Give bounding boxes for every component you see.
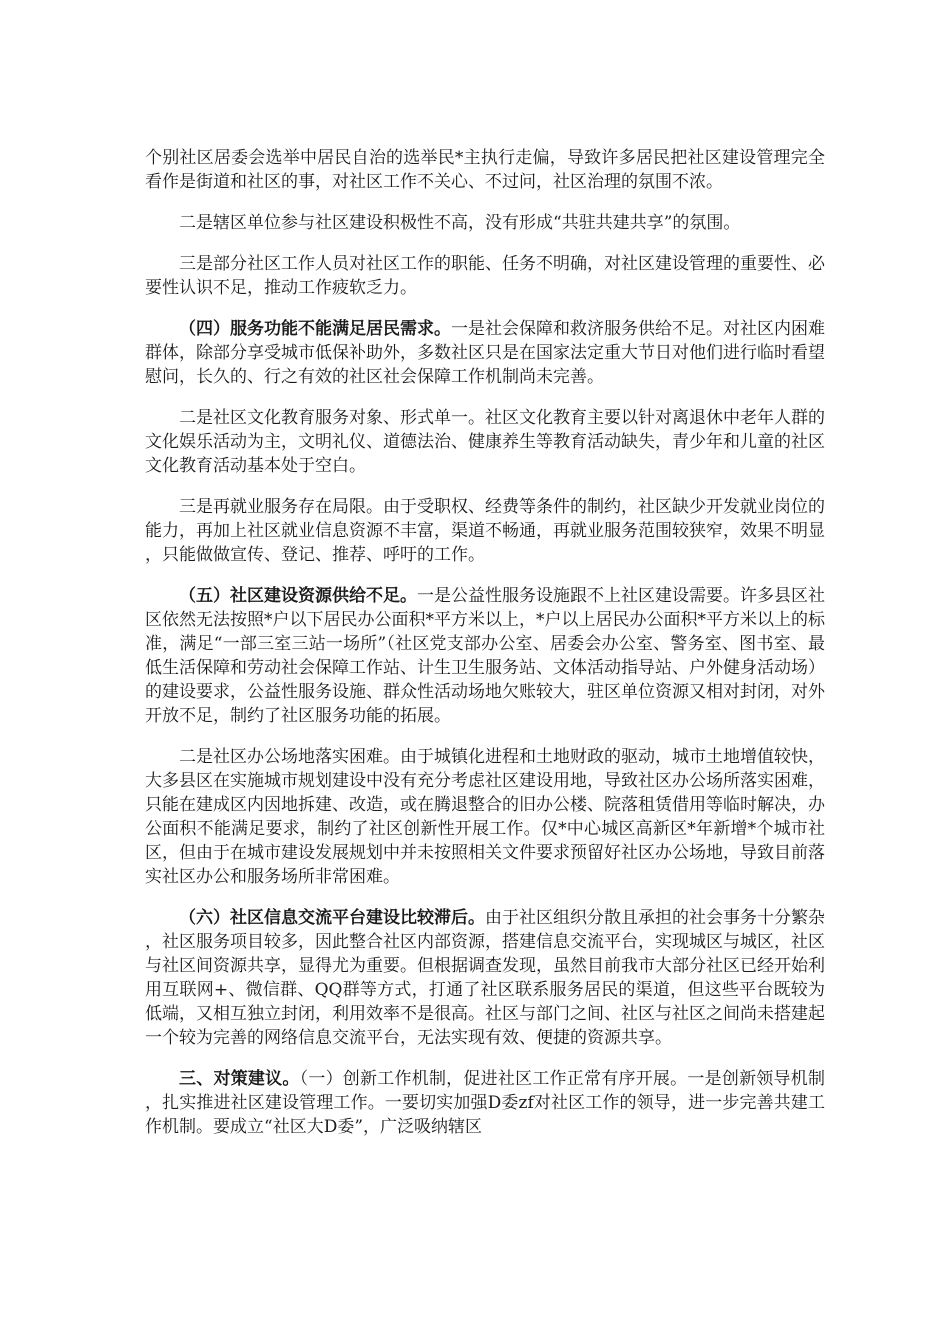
paragraph-staff-awareness: 三是部分社区工作人员对社区工作的职能、任务不明确，对社区建设管理的重要性、必要性认识不足，推动工作疲软乏力。: [145, 254, 825, 298]
section-6-heading: （六）社区信息交流平台建设比较滞后。: [179, 908, 485, 928]
paragraph-continuation: 个别社区居委会选举中居民自治的选举民*主执行走偏，导致许多居民把社区建设管理完全看作是街道和社区的事，对社区工作不关心、不过问，社区治理的氛围不浓。: [145, 148, 825, 192]
section-3-heading: 三、对策建议。: [179, 1069, 300, 1089]
section-5-heading: （五）社区建设资源供给不足。: [179, 586, 417, 606]
section-4-text: 一是社会保障和救济服务供给不足。对社区内困难群体，除部分享受城市低保补助外，多数社区只是在国家法定重大节日对他们进行临时看望慰问，长久的、行之有效的社区社会保障工作机制尚未完善。: [145, 319, 825, 387]
section-4-heading: （四）服务功能不能满足居民需求。: [179, 319, 451, 339]
paragraph-office-space: 二是社区办公场地落实困难。由于城镇化进程和土地财政的驱动，城市土地增值较快，大多县区在实施城市规划建设中没有充分考虑社区建设用地，导致社区办公场所落实困难，只能在建成区内因地拆建、改造，或在腾退整合的旧办公楼、院落租赁借用等临时解决，办公面积不能满足要求，制约了社区创新性开展工作。仅*中心城区高新区*年新增*个城市社区，但由于在城市建设发展规划中并未按照相关文件要求预留好社区办公场地，导致目前落实社区办公和服务场所非常困难。: [145, 747, 825, 887]
paragraph-reemployment: 三是再就业服务存在局限。由于受职权、经费等条件的制约，社区缺少开发就业岗位的能力，再加上社区就业信息资源不丰富，渠道不畅通，再就业服务范围较狭窄，效果不明显，只能做做宣传、登记、推荐、呼吁的工作。: [145, 497, 825, 565]
section-6-text: 由于社区组织分散且承担的社会事务十分繁杂，社区服务项目较多，因此整合社区内部资源，搭建信息交流平台，实现城区与城区，社区与社区间资源共享，显得尤为重要。但根据调查发现，虽然目前我市大部分社区已经开始利用互联网+、微信群、QQ群等方式，打通了社区联系服务居民的渠道，但这些平台既较为低端，又相互独立封闭，利用效率不是很高。社区与部门之间、社区与社区之间尚未搭建起一个较为完善的网络信息交流平台，无法实现有效、便捷的资源共享。: [145, 908, 825, 1048]
section-5-text: 一是公益性服务设施跟不上社区建设需要。许多县区社区依然无法按照*户以下居民办公面积*平方米以上，*户以上居民办公面积*平方米以上的标准，满足“一部三室三站一场所”（社区党支部办公室、居委会办公室、警务室、图书室、最低生活保障和劳动社会保障工作站、计生卫生服务站、文体活动指导站、户外健身活动场）的建设要求，公益性服务设施、群众性活动场地欠账较大，驻区单位资源又相对封闭，对外开放不足，制约了社区服务功能的拓展。: [145, 586, 825, 726]
paragraph-section-3-suggestions: [145, 1067, 825, 1139]
paragraph-culture-education: 二是社区文化教育服务对象、形式单一。社区文化教育主要以针对离退休中老年人群的文化娱乐活动为主，文明礼仪、道德法治、健康养生等教育活动缺失，青少年和儿童的社区文化教育活动基本处于空白。: [145, 408, 825, 476]
paragraph-units-participation: 二是辖区单位参与社区建设积极性不高，没有形成“共驻共建共享”的氛围。: [179, 213, 741, 233]
section-3-text: （一）创新工作机制，促进社区工作正常有序开展。一是创新领导机制，扎实推进社区建设管理工作。一要切实加强D委zf对社区工作的领导，进一步完善共建工作机制。要成立“社区大D委”，广泛吸纳辖区: [145, 1069, 825, 1137]
paragraph-section-5: [145, 584, 825, 728]
paragraph-section-4: [145, 317, 825, 389]
paragraph-section-6: [145, 906, 825, 1050]
